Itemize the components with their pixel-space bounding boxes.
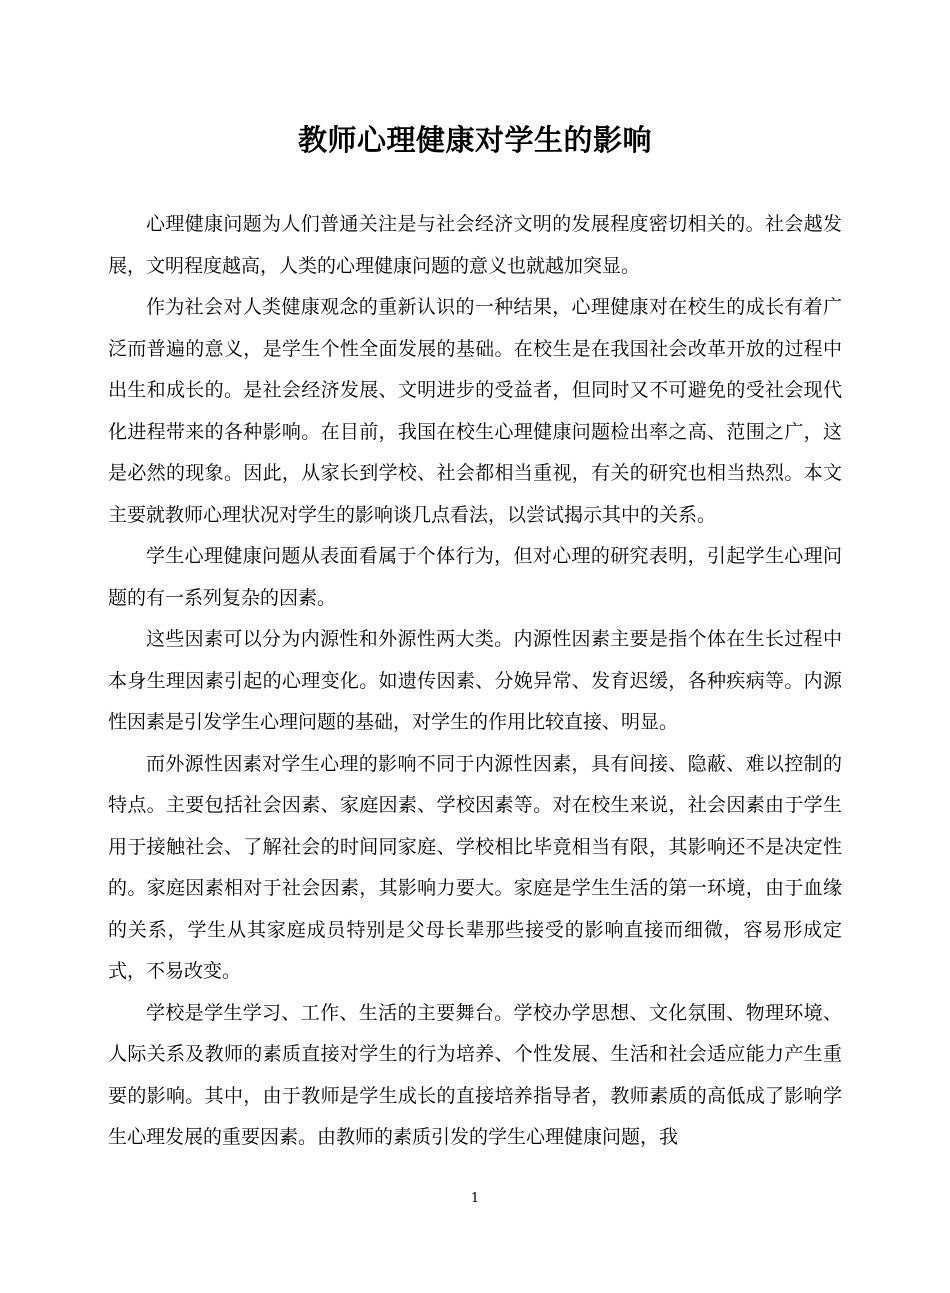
paragraph-5: 而外源性因素对学生心理的影响不同于内源性因素，具有间接、隐蔽、难以控制的特点。主要包括社会因素、家庭因素、学校因素等。对在校生来说，社会因素由于学生用于接触社会、了解社会的时间同家庭、学校相比毕竟相当有限，其影响还不是决定性的。家庭因素相对于社会因素，其影响力要大。家庭是学生生活的第一环境，由于血缘的关系，学生从其家庭成员特别是父母长辈那些接受的影响直接而细微，容易形成定式，不易改变。	[108, 752, 842, 982]
paragraph-1: 心理健康问题为人们普通关注是与社会经济文明的发展程度密切相关的。社会越发展，文明程度越高，人类的心理健康问题的意义也就越加突显。	[108, 213, 842, 277]
paragraph-6: 学校是学生学习、工作、生活的主要舞台。学校办学思想、文化氛围、物理环境、人际关系及教师的素质直接对学生的行为培养、个性发展、生活和社会适应能力产生重要的影响。其中，由于教师是学生成长的直接培养指导者，教师素质的高低成了影响学生心理发展的重要因素。由教师的素质引发的学生心理健康问题，我	[108, 1001, 842, 1148]
document-title: 教师心理健康对学生的影响	[297, 123, 652, 157]
paragraph-3: 学生心理健康问题从表面看属于个体行为，但对心理的研究表明，引起学生心理问题的有一系列复杂的因素。	[108, 545, 842, 609]
paragraph-2: 作为社会对人类健康观念的重新认识的一种结果，心理健康对在校生的成长有着广泛而普遍的意义，是学生个性全面发展的基础。在校生是在我国社会改革开放的过程中出生和成长的。是社会经济发展、文明进步的受益者，但同时又不可避免的受社会现代化进程带来的各种影响。在目前，我国在校生心理健康问题检出率之高、范围之广，这是必然的现象。因此，从家长到学校、社会都相当重视，有关的研究也相当热烈。本文主要就教师心理状况对学生的影响谈几点看法，以尝试揭示其中的关系。	[108, 296, 842, 526]
paragraph-4: 这些因素可以分为内源性和外源性两大类。内源性因素主要是指个体在生长过程中本身生理因素引起的心理变化。如遗传因素、分娩异常、发育迟缓，各种疾病等。内源性因素是引发学生心理问题的基础，对学生的作用比较直接、明显。	[108, 628, 842, 733]
document-body	[108, 204, 842, 1159]
page-number: 1	[470, 1191, 480, 1206]
